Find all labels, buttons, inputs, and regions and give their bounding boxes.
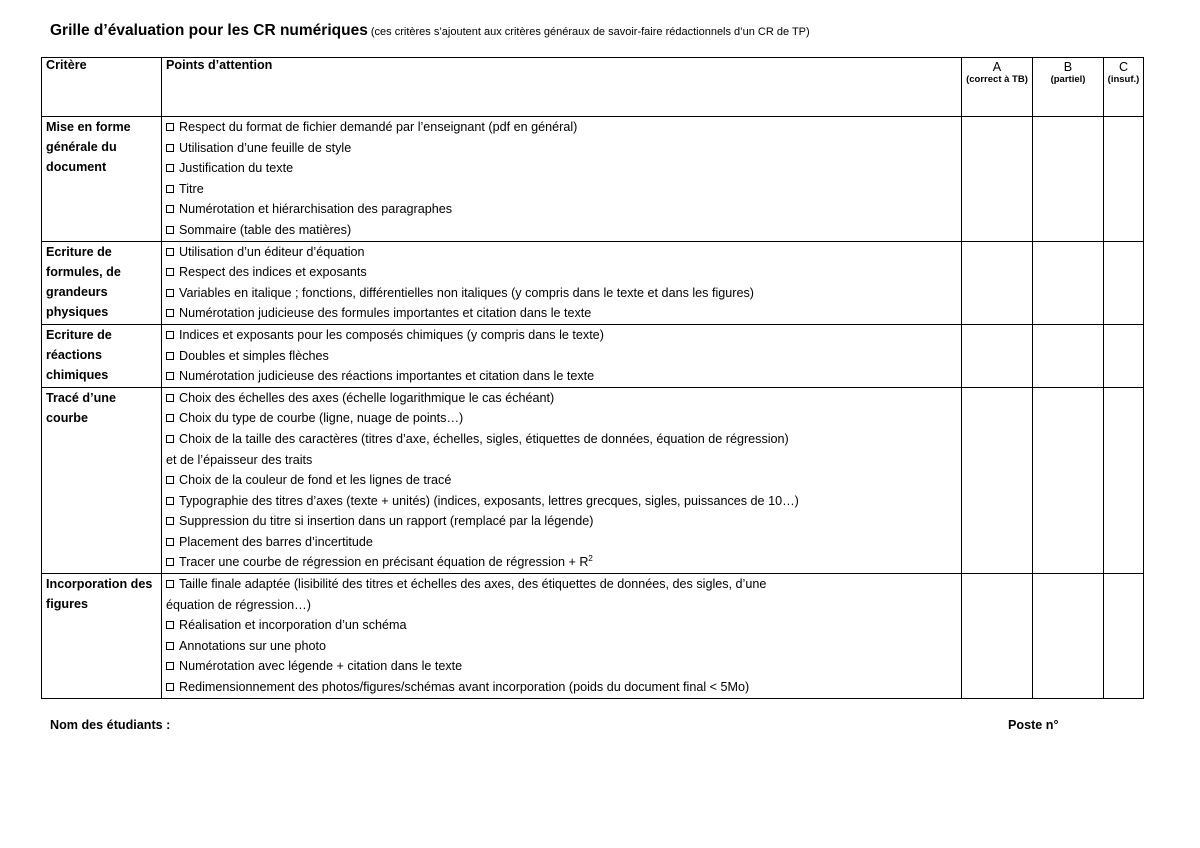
checkbox-icon[interactable] [166,642,174,650]
list-item: Respect des indices et exposants [166,262,957,283]
list-item: Justification du texte [166,158,957,179]
table-row [42,574,1144,699]
checkbox-icon[interactable] [166,497,174,505]
points-cell [162,324,962,387]
grade-b-cell[interactable] [1033,241,1104,324]
station-number-label: Poste n° [1008,718,1059,732]
points-cell [162,387,962,573]
checkbox-icon[interactable] [166,123,174,131]
table-row [42,117,1144,242]
list-item: Titre [166,179,957,200]
checkbox-icon[interactable] [166,372,174,380]
list-item: Numérotation et hiérarchisation des paragraphes [166,199,957,220]
header-row [42,58,1144,117]
grade-b-cell[interactable] [1033,387,1104,573]
header-c-letter: C [1118,60,1129,74]
list-item: Taille finale adaptée (lisibilité des titres et échelles des axes, des étiquettes de données, des sigles, d’une [166,574,957,595]
list-item: Utilisation d’un éditeur d’équation [166,242,957,263]
checkbox-icon[interactable] [166,683,174,691]
criterion-cell: Incorporation des figures [42,574,162,699]
superscript: 2 [588,554,593,564]
checkbox-icon[interactable] [166,580,174,588]
checkbox-icon[interactable] [166,352,174,360]
title-subtitle: (ces critères s’ajoutent aux critères généraux de savoir-faire rédactionnels d’un CR de TP) [367,26,810,38]
grade-c-cell[interactable] [1104,387,1144,573]
students-name-label: Nom des étudiants : [50,718,171,732]
checkbox-icon[interactable] [166,185,174,193]
grade-b-cell[interactable] [1033,574,1104,699]
grade-c-cell[interactable] [1104,574,1144,699]
points-cell [162,574,962,699]
list-item-continuation: équation de régression…) [166,597,311,612]
list-item: Numérotation avec légende + citation dans le texte [166,656,957,677]
criterion-cell: Mise en forme générale du document [42,117,162,242]
grade-c-cell[interactable] [1104,117,1144,242]
header-b-letter: B [1063,60,1073,74]
checkbox-icon[interactable] [166,558,174,566]
header-a-note: (correct à TB) [966,74,1028,85]
list-item: Choix des échelles des axes (échelle logarithmique le cas échéant) [166,388,957,409]
grade-c-cell[interactable] [1104,241,1144,324]
grade-a-cell[interactable] [962,117,1033,242]
grade-a-cell[interactable] [962,574,1033,699]
list-item: Respect du format de fichier demandé par l’enseignant (pdf en général) [166,117,957,138]
header-criterion: Critère [42,58,162,117]
document-title [50,22,810,40]
checkbox-icon[interactable] [166,621,174,629]
list-item: Suppression du titre si insertion dans un rapport (remplacé par la légende) [166,511,957,532]
checkbox-icon[interactable] [166,394,174,402]
list-item: Typographie des titres d’axes (texte + unités) (indices, exposants, lettres grecques, sigles, puissances de 10…) [166,491,957,512]
list-item: Annotations sur une photo [166,636,957,657]
list-item: Sommaire (table des matières) [166,220,957,241]
list-item: Redimensionnement des photos/figures/schémas avant incorporation (poids du document final < 5Mo) [166,677,957,698]
list-item: Numérotation judicieuse des réactions importantes et citation dans le texte [166,366,957,387]
checkbox-icon[interactable] [166,164,174,172]
checkbox-icon[interactable] [166,309,174,317]
list-item: Placement des barres d’incertitude [166,532,957,553]
header-points: Points d’attention [162,58,962,117]
checkbox-icon[interactable] [166,226,174,234]
header-a [962,58,1033,117]
criterion-cell: Ecriture de formules, de grandeurs physiques [42,241,162,324]
list-item: Choix de la couleur de fond et les lignes de tracé [166,470,957,491]
grade-a-cell[interactable] [962,387,1033,573]
header-a-letter: A [992,60,1002,74]
checkbox-icon[interactable] [166,248,174,256]
table-row [42,324,1144,387]
title-main: Grille d’évaluation pour les CR numériques [50,22,368,39]
checkbox-icon[interactable] [166,476,174,484]
criterion-cell: Ecriture de réactions chimiques [42,324,162,387]
checkbox-icon[interactable] [166,538,174,546]
checkbox-icon[interactable] [166,289,174,297]
list-item: Réalisation et incorporation d’un schéma [166,615,957,636]
evaluation-grid [41,57,1144,699]
table-row [42,241,1144,324]
grade-b-cell[interactable] [1033,324,1104,387]
points-cell [162,117,962,242]
checkbox-icon[interactable] [166,662,174,670]
checkbox-icon[interactable] [166,517,174,525]
criterion-cell: Tracé d’une courbe [42,387,162,573]
checkbox-icon[interactable] [166,144,174,152]
table-row [42,387,1144,573]
header-b [1033,58,1104,117]
list-item: Choix du type de courbe (ligne, nuage de points…) [166,408,957,429]
checkbox-icon[interactable] [166,331,174,339]
header-c [1104,58,1144,117]
header-c-note: (insuf.) [1107,74,1140,85]
list-item-continuation: et de l’épaisseur des traits [166,452,313,467]
checkbox-icon[interactable] [166,268,174,276]
checkbox-icon[interactable] [166,205,174,213]
grade-b-cell[interactable] [1033,117,1104,242]
grade-a-cell[interactable] [962,241,1033,324]
list-item: Tracer une courbe de régression en précisant équation de régression + $R^2$ [166,552,957,573]
header-b-note: (partiel) [1050,74,1086,85]
checkbox-icon[interactable] [166,414,174,422]
grade-a-cell[interactable] [962,324,1033,387]
list-item: Numérotation judicieuse des formules importantes et citation dans le texte [166,303,957,324]
checkbox-icon[interactable] [166,435,174,443]
list-item: Variables en italique ; fonctions, différentielles non italiques (y compris dans le texte et dans les figures) [166,283,957,304]
list-item: Doubles et simples flèches [166,346,957,367]
list-item: Utilisation d’une feuille de style [166,138,957,159]
list-item: Indices et exposants pour les composés chimiques (y compris dans le texte) [166,325,957,346]
list-item: Choix de la taille des caractères (titres d’axe, échelles, sigles, étiquettes de données, équation de régression) [166,429,957,450]
grade-c-cell[interactable] [1104,324,1144,387]
points-cell [162,241,962,324]
